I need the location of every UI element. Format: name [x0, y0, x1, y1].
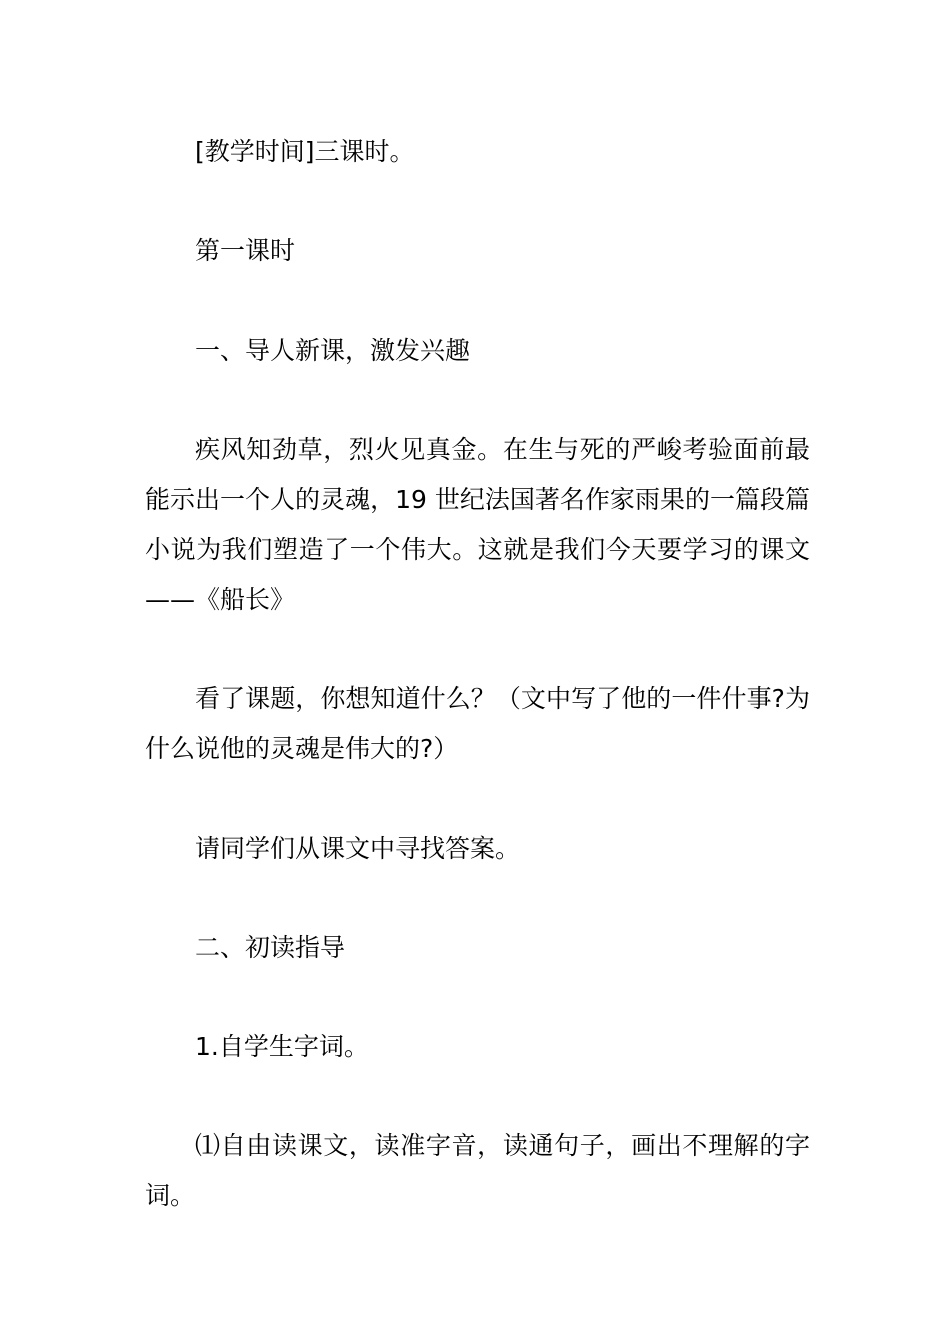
intro-paragraph: 疾风知劲草，烈火见真金。在生与死的严峻考验面前最能示出一个人的灵魂，19 世纪法国著名作家雨果的一篇段篇小说为我们塑造了一个伟大。这就是我们今天要学习的课文——《船长》: [145, 435, 810, 614]
step-one-heading: 1.自学生字词。: [195, 1032, 369, 1061]
section-two-heading: 二、初读指导: [195, 933, 346, 962]
question-paragraph: 看了课题，你想知道什么？（文中写了他的一件什事?为什么说他的灵魂是伟大的?）: [145, 684, 810, 763]
section-one-heading: 一、导人新课，激发兴趣: [195, 336, 471, 365]
instruction-paragraph: 请同学们从课文中寻找答案。: [195, 834, 521, 863]
teaching-time-line: [教学时间]三课时。: [195, 137, 415, 166]
step-one-item: ⑴自由读课文，读准字音，读通句子，画出不理解的字词。: [145, 1131, 810, 1210]
lesson-one-heading: 第一课时: [195, 236, 296, 265]
